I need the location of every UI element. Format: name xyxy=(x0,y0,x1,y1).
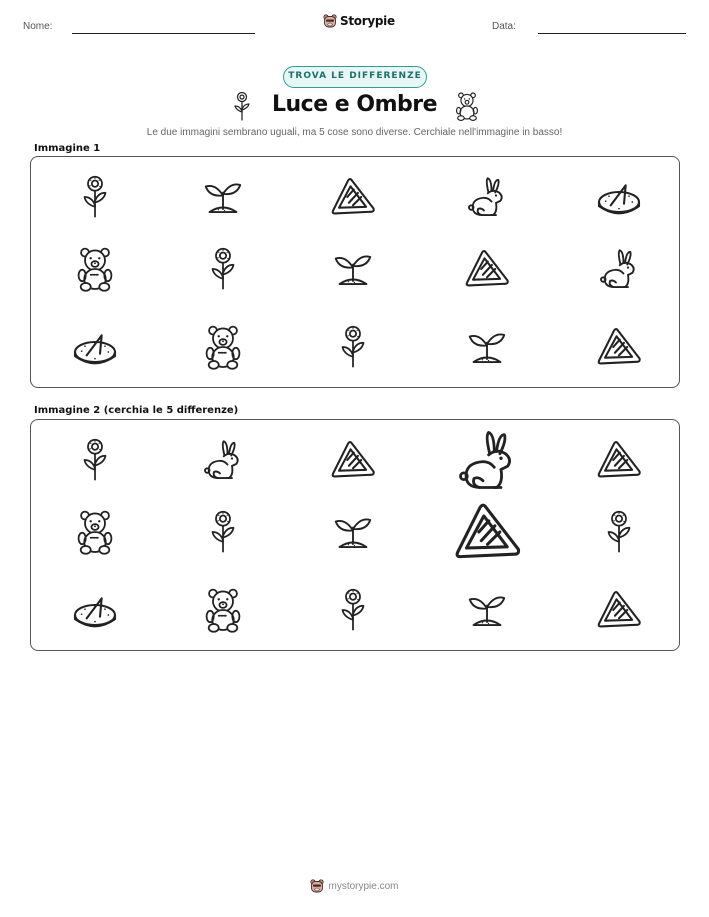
image-2-cell-0-1[interactable] xyxy=(200,435,246,485)
bear-icon xyxy=(75,509,115,555)
image-1-cell-2-3 xyxy=(464,326,510,368)
sprout-icon xyxy=(332,250,374,288)
image-1-label: Immagine 1 xyxy=(34,143,101,154)
brand-logo xyxy=(323,14,395,28)
rabbit-icon xyxy=(598,246,640,292)
image-1-cell-0-1 xyxy=(200,176,246,218)
rabbit-icon xyxy=(466,174,508,220)
image-1-cell-0-0 xyxy=(79,172,111,222)
footer-url: mystorypie.com xyxy=(328,880,399,892)
image-1-panel xyxy=(30,156,680,388)
storypie-mascot-icon xyxy=(310,879,324,893)
prism-icon xyxy=(330,440,376,480)
prism-icon xyxy=(596,440,642,480)
image-1-cell-2-2 xyxy=(337,322,369,372)
image-2-cell-1-1[interactable] xyxy=(207,507,239,557)
instructions: Le due immagini sembrano uguali, ma 5 cose sono diverse. Cerchiale nell'immagine in basso! xyxy=(146,127,563,138)
date-label: Data: xyxy=(492,21,516,32)
sprout-icon xyxy=(466,591,508,629)
activity-badge: TROVA LE DIFFERENZE xyxy=(283,66,427,88)
image-2-cell-2-0[interactable] xyxy=(69,588,121,632)
flower-icon xyxy=(339,587,367,633)
image-1-cell-0-3 xyxy=(464,172,510,222)
image-2-cell-0-3[interactable] xyxy=(454,424,521,497)
image-2-label: Immagine 2 (cerchia le 5 differenze) xyxy=(34,405,239,416)
image-1-cell-1-3 xyxy=(462,247,512,291)
image-2-cell-1-4[interactable] xyxy=(603,507,635,557)
name-field-line[interactable] xyxy=(72,33,255,34)
image-2-cell-1-0[interactable] xyxy=(73,507,117,557)
image-1-cell-1-1 xyxy=(207,244,239,294)
bear-icon xyxy=(203,324,243,370)
image-1-cell-1-0 xyxy=(73,244,117,294)
sundial-icon xyxy=(71,590,119,630)
image-1-cell-2-0 xyxy=(69,325,121,369)
sprout-icon xyxy=(466,328,508,366)
sprout-icon xyxy=(332,513,374,551)
image-2-cell-2-4[interactable] xyxy=(594,588,644,632)
prism-icon xyxy=(464,249,510,289)
image-2-cell-1-2[interactable] xyxy=(330,511,376,553)
image-2-panel[interactable] xyxy=(30,419,680,651)
image-2-cell-2-1[interactable] xyxy=(201,585,245,635)
bear-icon xyxy=(75,246,115,292)
storypie-mascot-icon xyxy=(323,14,337,28)
worksheet-header xyxy=(0,14,709,38)
prism-icon xyxy=(330,177,376,217)
image-2-cell-0-4[interactable] xyxy=(594,438,644,482)
date-field-line[interactable] xyxy=(538,33,686,34)
prism-icon xyxy=(596,327,642,367)
sprout-icon xyxy=(202,178,244,216)
flower-icon xyxy=(81,174,109,220)
image-1-cell-2-4 xyxy=(594,325,644,369)
image-2-cell-2-2[interactable] xyxy=(337,585,369,635)
prism-icon xyxy=(453,502,522,562)
footer xyxy=(0,879,709,893)
page-title: Luce e Ombre xyxy=(271,92,438,117)
sundial-icon xyxy=(595,177,643,217)
image-2-cell-1-3[interactable] xyxy=(451,500,524,564)
name-label: Nome: xyxy=(23,21,53,32)
image-1-cell-1-2 xyxy=(330,248,376,290)
flower-icon xyxy=(209,246,237,292)
image-1-cell-2-1 xyxy=(201,322,245,372)
rabbit-icon xyxy=(456,426,519,495)
image-2-cell-0-2[interactable] xyxy=(328,438,378,482)
image-1-cell-0-2 xyxy=(328,175,378,219)
sundial-icon xyxy=(71,327,119,367)
flower-icon xyxy=(209,509,237,555)
brand-name: Storypie xyxy=(340,14,395,28)
bear-icon xyxy=(203,587,243,633)
image-2-cell-0-0[interactable] xyxy=(79,435,111,485)
image-1-cell-0-4 xyxy=(593,175,645,219)
teddy-bear-icon xyxy=(454,90,480,122)
flower-icon xyxy=(81,437,109,483)
image-1-cell-1-4 xyxy=(596,244,642,294)
prism-icon xyxy=(596,590,642,630)
flower-icon xyxy=(605,509,633,555)
image-2-cell-2-3[interactable] xyxy=(464,589,510,631)
flower-icon xyxy=(339,324,367,370)
rabbit-icon xyxy=(202,437,244,483)
